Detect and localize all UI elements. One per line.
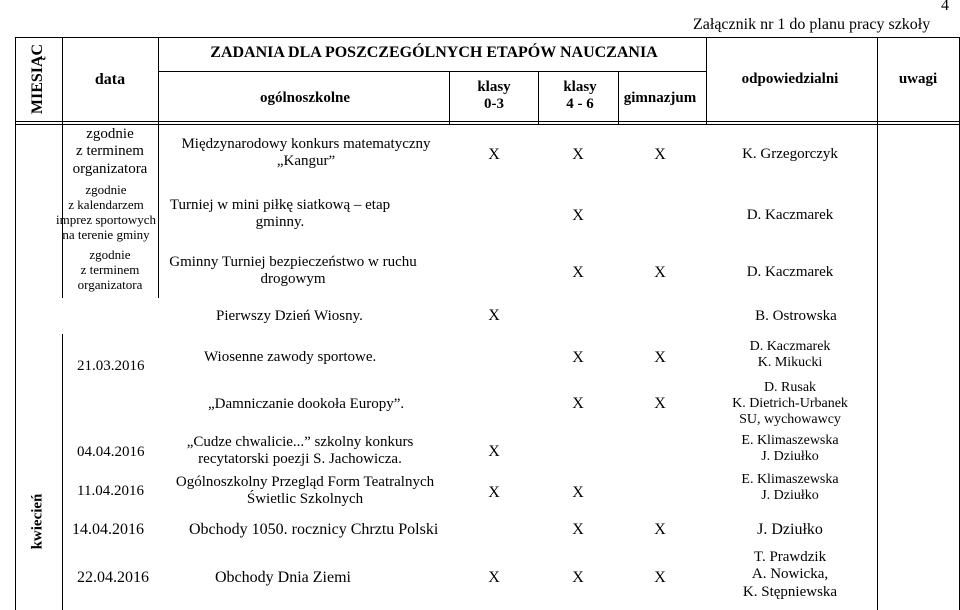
row-2-task-line: gminny. — [255, 214, 305, 231]
baptism-date: 14.04.2016 — [72, 521, 144, 538]
row-3-mark-gym: X — [654, 264, 666, 281]
header-notes: uwagi — [898, 71, 938, 87]
europe-responsible-line: K. Dietrich-Urbanek — [732, 396, 848, 412]
row-2-task-line: Turniej w mini piłkę siatkową – etap — [169, 197, 391, 213]
sports-mark-4-6: X — [572, 349, 584, 366]
europe-task: „Damniczanie dookoła Europy”. — [208, 396, 405, 412]
poetry-mark-0-3: X — [488, 443, 500, 460]
row-1-mark-gym: X — [654, 146, 666, 163]
row-3-responsible: D. Kaczmarek — [746, 264, 834, 280]
earth-day-responsible-line: A. Nowicka, — [751, 566, 829, 583]
earth-day-mark-4-6: X — [572, 569, 584, 586]
header-grades-4-6 — [563, 79, 596, 114]
europe-responsible-line: D. Rusak — [763, 380, 817, 395]
row-1-task — [181, 136, 430, 171]
row-3-task — [169, 254, 416, 289]
row-2-mark-4-6: X — [572, 207, 584, 224]
row-3-date-line: z terminem — [80, 261, 140, 277]
first-day-mark: X — [488, 307, 500, 324]
header-grades-0-3-line1: klasy — [477, 79, 511, 95]
header-grades-0-3 — [477, 79, 510, 114]
earth-day-date: 22.04.2016 — [77, 569, 149, 586]
sports-responsible-line: K. Mikucki — [757, 355, 823, 371]
row-2-task — [170, 197, 390, 232]
row-1-task-line: Międzynarodowy konkurs matematyczny — [181, 136, 431, 152]
row-1-date-line: zgodnie — [86, 126, 134, 142]
first-day-task: Pierwszy Dzień Wiosny. — [216, 308, 363, 324]
earth-day-responsible — [743, 549, 837, 601]
poetry-responsible-line: J. Dziułko — [761, 449, 819, 465]
theatre-mark-4-6: X — [572, 484, 584, 501]
sports-task: Wiosenne zawody sportowe. — [204, 349, 377, 365]
sports-mark-gym: X — [654, 349, 666, 366]
header-grades-4-6-line2: 4 - 6 — [566, 96, 594, 113]
earth-day-task: Obchody Dnia Ziemi — [215, 569, 351, 586]
row-2-date-line: zgodnie — [85, 182, 127, 197]
theatre-responsible-line: J. Dziułko — [761, 488, 819, 504]
header-tasks-title: ZADANIA DLA POSZCZEGÓLNYCH ETAPÓW NAUCZANIA — [210, 44, 658, 61]
row-1-mark-0-3: X — [488, 146, 500, 163]
poetry-responsible — [741, 433, 838, 465]
poetry-task-line: recytatorski poezji S. Jachowicza. — [198, 451, 402, 468]
row-2-date — [56, 183, 156, 243]
earth-day-mark-0-3: X — [488, 569, 500, 586]
sports-date: 21.03.2016 — [77, 358, 145, 374]
theatre-task — [176, 474, 434, 509]
europe-mark-gym: X — [654, 395, 666, 412]
theatre-task-line: Świetlic Szkolnych — [246, 491, 364, 508]
row-2-responsible: D. Kaczmarek — [746, 207, 834, 223]
europe-mark-4-6: X — [572, 395, 584, 412]
earth-day-responsible-line: T. Prawdzik — [753, 549, 827, 565]
poetry-responsible-line: E. Klimaszewska — [741, 433, 839, 448]
row-3-date — [78, 248, 143, 293]
header-month: MIESIĄC — [29, 43, 46, 115]
europe-responsible-line: SU, wychowawcy — [739, 412, 841, 428]
header-grades-4-6-line1: klasy — [563, 79, 597, 95]
theatre-mark-0-3: X — [488, 484, 500, 501]
theatre-task-line: Ogólnoszkolny Przegląd Form Teatralnych — [175, 474, 435, 490]
theatre-responsible — [741, 472, 838, 504]
earth-day-responsible-line: K. Stępniewska — [742, 583, 838, 600]
row-3-task-line: Gminny Turniej bezpieczeństwo w ruchu — [169, 254, 417, 270]
earth-day-mark-gym: X — [654, 569, 666, 586]
row-1-date-line: organizatora — [72, 160, 148, 177]
month-april: kwiecień — [29, 493, 46, 550]
row-3-task-line: drogowym — [260, 271, 326, 288]
row-1-task-line: „Kangur” — [276, 153, 336, 170]
row-2-date-line: imprez sportowych — [55, 211, 157, 227]
header-grades-0-3-line2: 0-3 — [483, 96, 504, 113]
header-general: ogólnoszkolne — [259, 90, 351, 106]
sports-responsible-line: D. Kaczmarek — [749, 339, 831, 354]
row-2-date-line: na terenie gminy — [62, 226, 150, 242]
baptism-responsible: J. Dziułko — [757, 521, 823, 538]
row-1-date — [73, 126, 148, 178]
sports-responsible — [750, 339, 831, 371]
baptism-mark-gym: X — [654, 521, 666, 538]
row-1-date-line: z terminem — [76, 143, 144, 160]
row-3-date-line: organizatora — [77, 276, 143, 292]
header-gymnasium: gimnazjum — [623, 90, 697, 106]
baptism-task: Obchody 1050. rocznicy Chrztu Polski — [189, 521, 439, 538]
poetry-date: 04.04.2016 — [77, 444, 145, 460]
attachment-title: Załącznik nr 1 do planu pracy szkoły — [693, 16, 931, 33]
poetry-task-line: „Cudze chwalicie...” szkolny konkurs — [186, 434, 414, 450]
row-3-date-line: zgodnie — [89, 247, 131, 262]
header-date: data — [94, 71, 126, 88]
first-day-responsible: B. Ostrowska — [755, 308, 837, 324]
row-1-responsible: K. Grzegorczyk — [742, 146, 838, 162]
row-1-mark-4-6: X — [572, 146, 584, 163]
baptism-mark-4-6: X — [572, 521, 584, 538]
theatre-date: 11.04.2016 — [77, 483, 144, 499]
poetry-task — [187, 434, 414, 469]
page-number: 4 — [941, 0, 949, 14]
theatre-responsible-line: E. Klimaszewska — [741, 472, 839, 487]
header-responsible: odpowiedzialni — [741, 71, 839, 87]
europe-responsible — [732, 380, 848, 428]
row-2-date-line: z kalendarzem — [68, 196, 144, 212]
row-3-mark-4-6: X — [572, 264, 584, 281]
